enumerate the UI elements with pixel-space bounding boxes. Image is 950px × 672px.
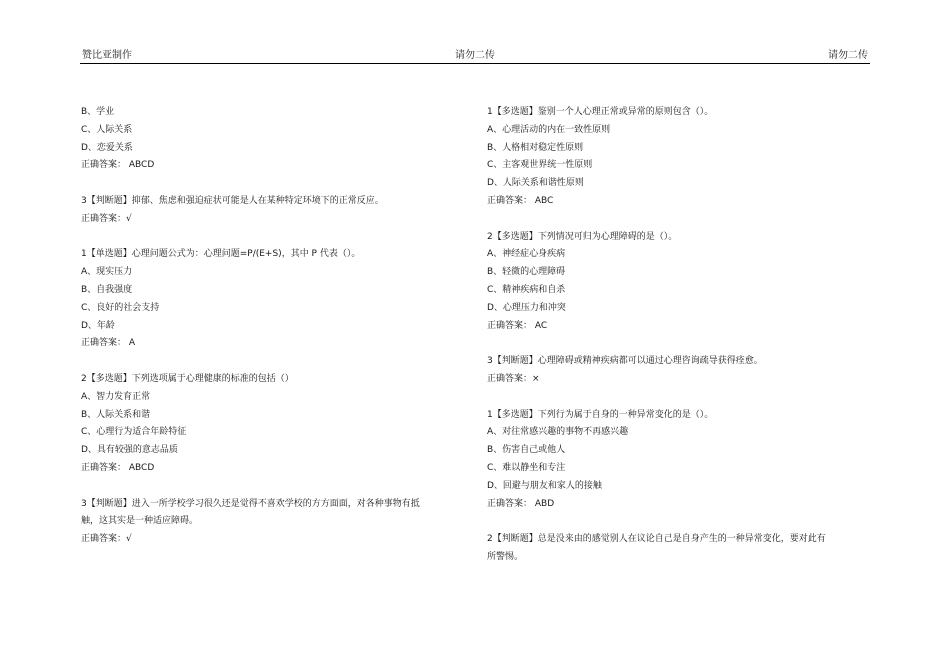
text-line: 3【判断题】进入一所学校学习很久还是觉得不喜欢学校的方方面面，对各种事物有抵 xyxy=(81,498,420,509)
header-left-text: 赞比亚制作 xyxy=(82,50,132,61)
text-line: C、主客观世界统一性原则 xyxy=(487,160,593,171)
text-line: 2【多选题】下列情况可归为心理障碍的是（）。 xyxy=(487,231,678,242)
page-header xyxy=(80,49,870,64)
text-line: 3【判断题】抑郁、焦虑和强迫症状可能是人在某种特定环境下的正常反应。 xyxy=(81,195,384,206)
text-line: 正确答案： AC xyxy=(487,320,548,331)
text-line: 正确答案：× xyxy=(487,373,540,384)
right-column xyxy=(487,104,877,567)
spacer xyxy=(81,229,471,247)
text-line: C、心理行为适合年龄特征 xyxy=(81,427,187,438)
text-line: 2【判断题】总是没来由的感觉别人在议论自己是自身产生的一种异常变化，要对此有 xyxy=(487,534,826,545)
text-line: B、人格相对稳定性原则 xyxy=(487,142,584,153)
text-line: 正确答案： ABC xyxy=(487,195,554,206)
text-line: 1【多选题】鉴别一个人心理正常或异常的原则包含（）。 xyxy=(487,107,714,117)
text-line: A、现实压力 xyxy=(81,267,133,278)
text-line: D、具有较强的意志品质 xyxy=(81,445,178,456)
text-line: A、神经症心身疾病 xyxy=(487,249,566,260)
spacer xyxy=(487,211,877,229)
text-line: D、年龄 xyxy=(81,320,115,331)
text-line: C、难以静坐和专注 xyxy=(487,462,566,473)
text-line: D、回避与朋友和家人的接触 xyxy=(487,480,602,491)
text-line: 3【判断题】心理障碍或精神疾病都可以通过心理咨询疏导获得痊愈。 xyxy=(487,356,763,367)
text-line: D、心理压力和冲突 xyxy=(487,302,566,313)
text-line: 触，这其实是一种适应障碍。 xyxy=(81,516,199,527)
text-line: 正确答案：√ xyxy=(81,534,132,545)
header-center-text: 请勿二传 xyxy=(455,50,495,61)
text-line: B、学业 xyxy=(81,107,115,117)
spacer xyxy=(81,175,471,193)
text-line: B、自我强度 xyxy=(81,284,133,295)
header-right-text: 请勿二传 xyxy=(828,50,868,61)
spacer xyxy=(487,335,877,353)
text-line: 正确答案： ABD xyxy=(487,498,555,509)
text-line: 所警惕。 xyxy=(487,551,524,562)
text-line: C、良好的社会支持 xyxy=(81,302,160,313)
left-column xyxy=(81,104,471,549)
text-line: B、轻微的心理障碍 xyxy=(487,267,566,278)
text-line: 1【单选题】心理问题公式为：心理问题=P/(E+S)，其中 P 代表（）。 xyxy=(81,249,361,260)
text-line: 1【多选题】下列行为属于自身的一种异常变化的是（）。 xyxy=(487,409,714,420)
text-line: A、智力发育正常 xyxy=(81,391,151,402)
text-line: D、人际关系和谐性原则 xyxy=(487,178,584,189)
spacer xyxy=(81,353,471,371)
text-line: C、人际关系 xyxy=(81,124,133,135)
text-line: A、对往常感兴趣的事物不再感兴趣 xyxy=(487,427,629,438)
text-line: B、伤害自己或他人 xyxy=(487,445,566,456)
text-line: C、精神疾病和自杀 xyxy=(487,284,566,295)
text-line: 正确答案： ABCD xyxy=(81,160,155,171)
spacer xyxy=(81,478,471,496)
text-line: 正确答案： ABCD xyxy=(81,462,155,473)
text-line: 正确答案：√ xyxy=(81,213,132,224)
spacer xyxy=(487,513,877,531)
text-line: D、恋爱关系 xyxy=(81,142,133,153)
text-line: 正确答案： A xyxy=(81,338,136,349)
text-line: A、心理活动的内在一致性原则 xyxy=(487,124,611,135)
text-line: B、人际关系和谐 xyxy=(81,409,151,420)
text-line: 2【多选题】下列选项属于心理健康的标准的包括（） xyxy=(81,373,294,384)
spacer xyxy=(487,389,877,407)
